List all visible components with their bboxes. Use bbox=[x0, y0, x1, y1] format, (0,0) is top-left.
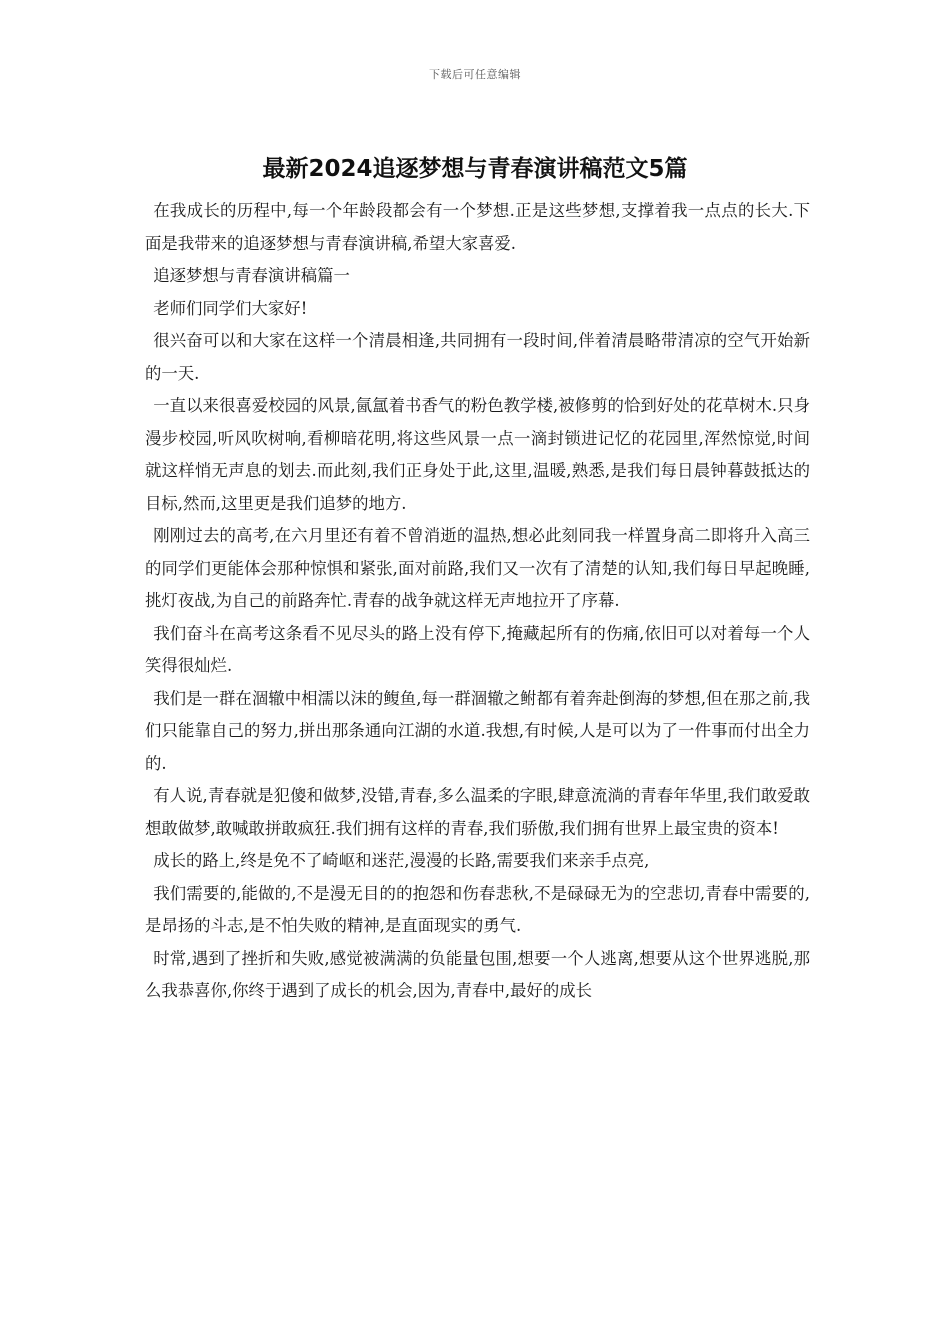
paragraph: 刚刚过去的高考,在六月里还有着不曾消逝的温热,想必此刻同我一样置身高二即将升入高三的同学们更能体会那种惊惧和紧张,面对前路,我们又一次有了清楚的认知,我们每日早起晚睡,挑灯夜战,为自己的前路奔忙.青春的战争就这样无声地拉开了序幕. bbox=[145, 526, 810, 610]
paragraph: 我们奋斗在高考这条看不见尽头的路上没有停下,掩藏起所有的伤痛,依旧可以对着每一个人笑得很灿烂. bbox=[145, 623, 810, 675]
header-note: 下载后可任意编辑 bbox=[429, 68, 521, 81]
paragraph: 时常,遇到了挫折和失败,感觉被满满的负能量包围,想要一个人逃离,想要从这个世界逃脱,那么我恭喜你,你终于遇到了成长的机会,因为,青春中,最好的成长 bbox=[145, 948, 810, 1000]
paragraph: 成长的路上,终是免不了崎岖和迷茫,漫漫的长路,需要我们来亲手点亮, bbox=[153, 851, 650, 870]
paragraph-intro: 在我成长的历程中,每一个年龄段都会有一个梦想.正是这些梦想,支撑着我一点点的长大.下面是我带来的追逐梦想与青春演讲稿,希望大家喜爱. bbox=[145, 201, 810, 253]
document-body bbox=[145, 195, 810, 1008]
paragraph: 我们需要的,能做的,不是漫无目的的抱怨和伤春悲秋,不是碌碌无为的空悲切,青春中需要的,是昂扬的斗志,是不怕失败的精神,是直面现实的勇气. bbox=[145, 883, 810, 935]
paragraph: 一直以来很喜爱校园的风景,氤氲着书香气的粉色教学楼,被修剪的恰到好处的花草树木.只身漫步校园,听风吹树响,看柳暗花明,将这些风景一点一滴封锁进记忆的花园里,浑然惊觉,时间就这样悄无声息的划去.而此刻,我们正身处于此,这里,温暖,熟悉,是我们每日晨钟暮鼓抵达的目标,然而,这里更是我们追梦的地方. bbox=[145, 396, 810, 513]
document-title: 最新2024追逐梦想与青春演讲稿范文5篇 bbox=[262, 156, 688, 182]
paragraph: 我们是一群在涸辙中相濡以沫的鳆鱼,每一群涸辙之鲋都有着奔赴倒海的梦想,但在那之前,我们只能靠自己的努力,拼出那条通向江湖的水道.我想,有时候,人是可以为了一件事而付出全力的. bbox=[145, 688, 810, 773]
section-heading: 追逐梦想与青春演讲稿篇一 bbox=[153, 266, 350, 285]
paragraph: 有人说,青春就是犯傻和做梦,没错,青春,多么温柔的字眼,肆意流淌的青春年华里,我们敢爱敢想敢做梦,敢喊敢拼敢疯狂.我们拥有这样的青春,我们骄傲,我们拥有世界上最宝贵的资本! bbox=[145, 786, 810, 838]
paragraph-greeting: 老师们同学们大家好! bbox=[153, 298, 308, 318]
paragraph: 很兴奋可以和大家在这样一个清晨相逢,共同拥有一段时间,伴着清晨略带清凉的空气开始新的一天. bbox=[145, 331, 810, 383]
